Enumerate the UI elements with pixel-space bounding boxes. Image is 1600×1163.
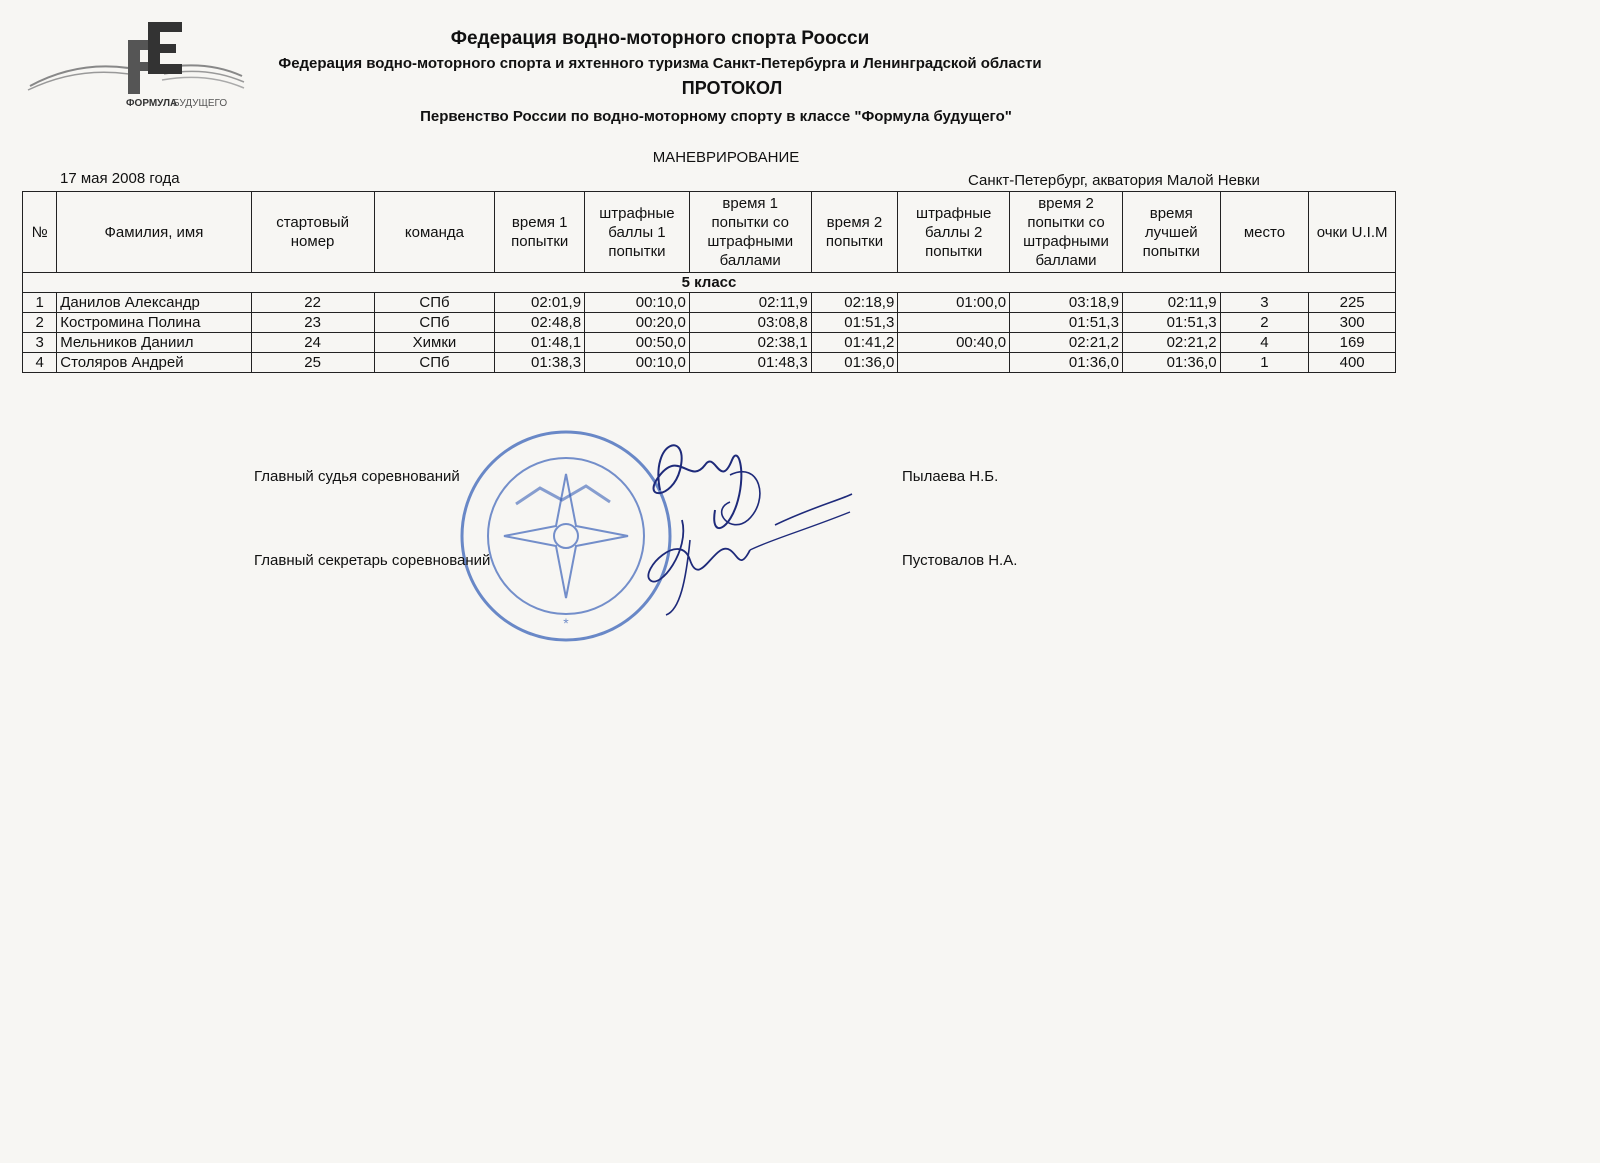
table-cell: СПб bbox=[374, 293, 495, 313]
class-label: 5 класс bbox=[23, 273, 1396, 293]
table-cell: 01:38,3 bbox=[495, 353, 585, 373]
table-cell: 00:20,0 bbox=[585, 313, 690, 333]
table-cell: 3 bbox=[1220, 293, 1309, 313]
event-place: Санкт-Петербург, акватория Малой Невки bbox=[968, 172, 1260, 189]
federation-title: Федерация водно-моторного спорта Роосси bbox=[450, 28, 870, 49]
table-row bbox=[23, 333, 1396, 353]
col-header: очки U.I.M bbox=[1309, 192, 1396, 273]
svg-text:БУДУЩЕГО: БУДУЩЕГО bbox=[173, 98, 228, 109]
table-cell: 4 bbox=[1220, 333, 1309, 353]
col-header: команда bbox=[374, 192, 495, 273]
table-row bbox=[23, 353, 1396, 373]
table-cell: 3 bbox=[23, 333, 57, 353]
table-cell bbox=[898, 313, 1010, 333]
col-header: время 2 попытки bbox=[811, 192, 898, 273]
table-cell: 00:10,0 bbox=[585, 353, 690, 373]
table-cell: Мельников Даниил bbox=[57, 333, 251, 353]
table-cell: 01:51,3 bbox=[811, 313, 898, 333]
table-cell: 1 bbox=[23, 293, 57, 313]
table-cell: 01:51,3 bbox=[1122, 313, 1220, 333]
table-cell: СПб bbox=[374, 353, 495, 373]
regional-federation-title: Федерация водно-моторного спорта и яхтенного туризма Санкт-Петербурга и Ленинградской области bbox=[278, 55, 1042, 72]
col-header: время 2 попытки со штрафными баллами bbox=[1010, 192, 1123, 273]
col-header: время лучшей попытки bbox=[1122, 192, 1220, 273]
table-cell: Данилов Александр bbox=[57, 293, 251, 313]
table-cell: 01:36,0 bbox=[1122, 353, 1220, 373]
protocol-title: ПРОТОКОЛ bbox=[681, 78, 783, 98]
table-header-row bbox=[23, 192, 1396, 273]
table-cell: Химки bbox=[374, 333, 495, 353]
svg-text:*: * bbox=[563, 615, 569, 631]
table-cell: 23 bbox=[251, 313, 374, 333]
table-cell: 02:18,9 bbox=[811, 293, 898, 313]
chief-secretary-name: Пустовалов Н.А. bbox=[902, 552, 1018, 569]
table-cell: 2 bbox=[23, 313, 57, 333]
class-row bbox=[23, 273, 1396, 293]
col-header: штрафные баллы 1 попытки bbox=[585, 192, 690, 273]
table-cell: 400 bbox=[1309, 353, 1396, 373]
table-cell: 01:48,1 bbox=[495, 333, 585, 353]
table-cell: 169 bbox=[1309, 333, 1396, 353]
table-cell: 01:36,0 bbox=[1010, 353, 1123, 373]
col-header: время 1 попытки со штрафными баллами bbox=[689, 192, 811, 273]
results-table bbox=[22, 191, 1396, 373]
col-header: стартовый номер bbox=[251, 192, 374, 273]
table-row bbox=[23, 293, 1396, 313]
table-cell: 01:00,0 bbox=[898, 293, 1010, 313]
col-header: место bbox=[1220, 192, 1309, 273]
table-cell: 01:41,2 bbox=[811, 333, 898, 353]
table-cell: 22 bbox=[251, 293, 374, 313]
table-cell: 00:10,0 bbox=[585, 293, 690, 313]
table-cell: 225 bbox=[1309, 293, 1396, 313]
table-cell: 1 bbox=[1220, 353, 1309, 373]
discipline-title: МАНЕВРИРОВАНИЕ bbox=[652, 149, 800, 166]
table-cell: 00:40,0 bbox=[898, 333, 1010, 353]
table-cell: 01:51,3 bbox=[1010, 313, 1123, 333]
table-cell: 02:21,2 bbox=[1010, 333, 1123, 353]
table-cell bbox=[898, 353, 1010, 373]
col-header: Фамилия, имя bbox=[57, 192, 251, 273]
championship-title: Первенство России по водно-моторному спорту в классе "Формула будущего" bbox=[420, 108, 1012, 125]
chief-judge-name: Пылаева Н.Б. bbox=[902, 468, 999, 485]
table-cell: 2 bbox=[1220, 313, 1309, 333]
table-cell: 24 bbox=[251, 333, 374, 353]
table-cell: 02:11,9 bbox=[689, 293, 811, 313]
table-cell: 01:48,3 bbox=[689, 353, 811, 373]
col-header: штрафные баллы 2 попытки bbox=[898, 192, 1010, 273]
table-cell: 00:50,0 bbox=[585, 333, 690, 353]
chief-judge-label: Главный судья соревнований bbox=[254, 468, 460, 485]
table-cell: 03:18,9 bbox=[1010, 293, 1123, 313]
table-cell: 300 bbox=[1309, 313, 1396, 333]
table-cell: 02:21,2 bbox=[1122, 333, 1220, 353]
table-cell: 01:36,0 bbox=[811, 353, 898, 373]
handwritten-signatures bbox=[620, 430, 890, 640]
chief-secretary-label: Главный секретарь соревнований bbox=[254, 552, 491, 569]
table-cell: 02:48,8 bbox=[495, 313, 585, 333]
svg-text:ФОРМУЛА: ФОРМУЛА bbox=[126, 98, 178, 109]
col-header: время 1 попытки bbox=[495, 192, 585, 273]
table-row bbox=[23, 313, 1396, 333]
table-cell: Костромина Полина bbox=[57, 313, 251, 333]
table-cell: СПб bbox=[374, 313, 495, 333]
col-header: № bbox=[23, 192, 57, 273]
table-cell: 03:08,8 bbox=[689, 313, 811, 333]
table-cell: 02:11,9 bbox=[1122, 293, 1220, 313]
table-cell: 25 bbox=[251, 353, 374, 373]
table-cell: 02:01,9 bbox=[495, 293, 585, 313]
table-cell: 4 bbox=[23, 353, 57, 373]
event-date: 17 мая 2008 года bbox=[60, 170, 180, 187]
table-cell: 02:38,1 bbox=[689, 333, 811, 353]
table-cell: Столяров Андрей bbox=[57, 353, 251, 373]
